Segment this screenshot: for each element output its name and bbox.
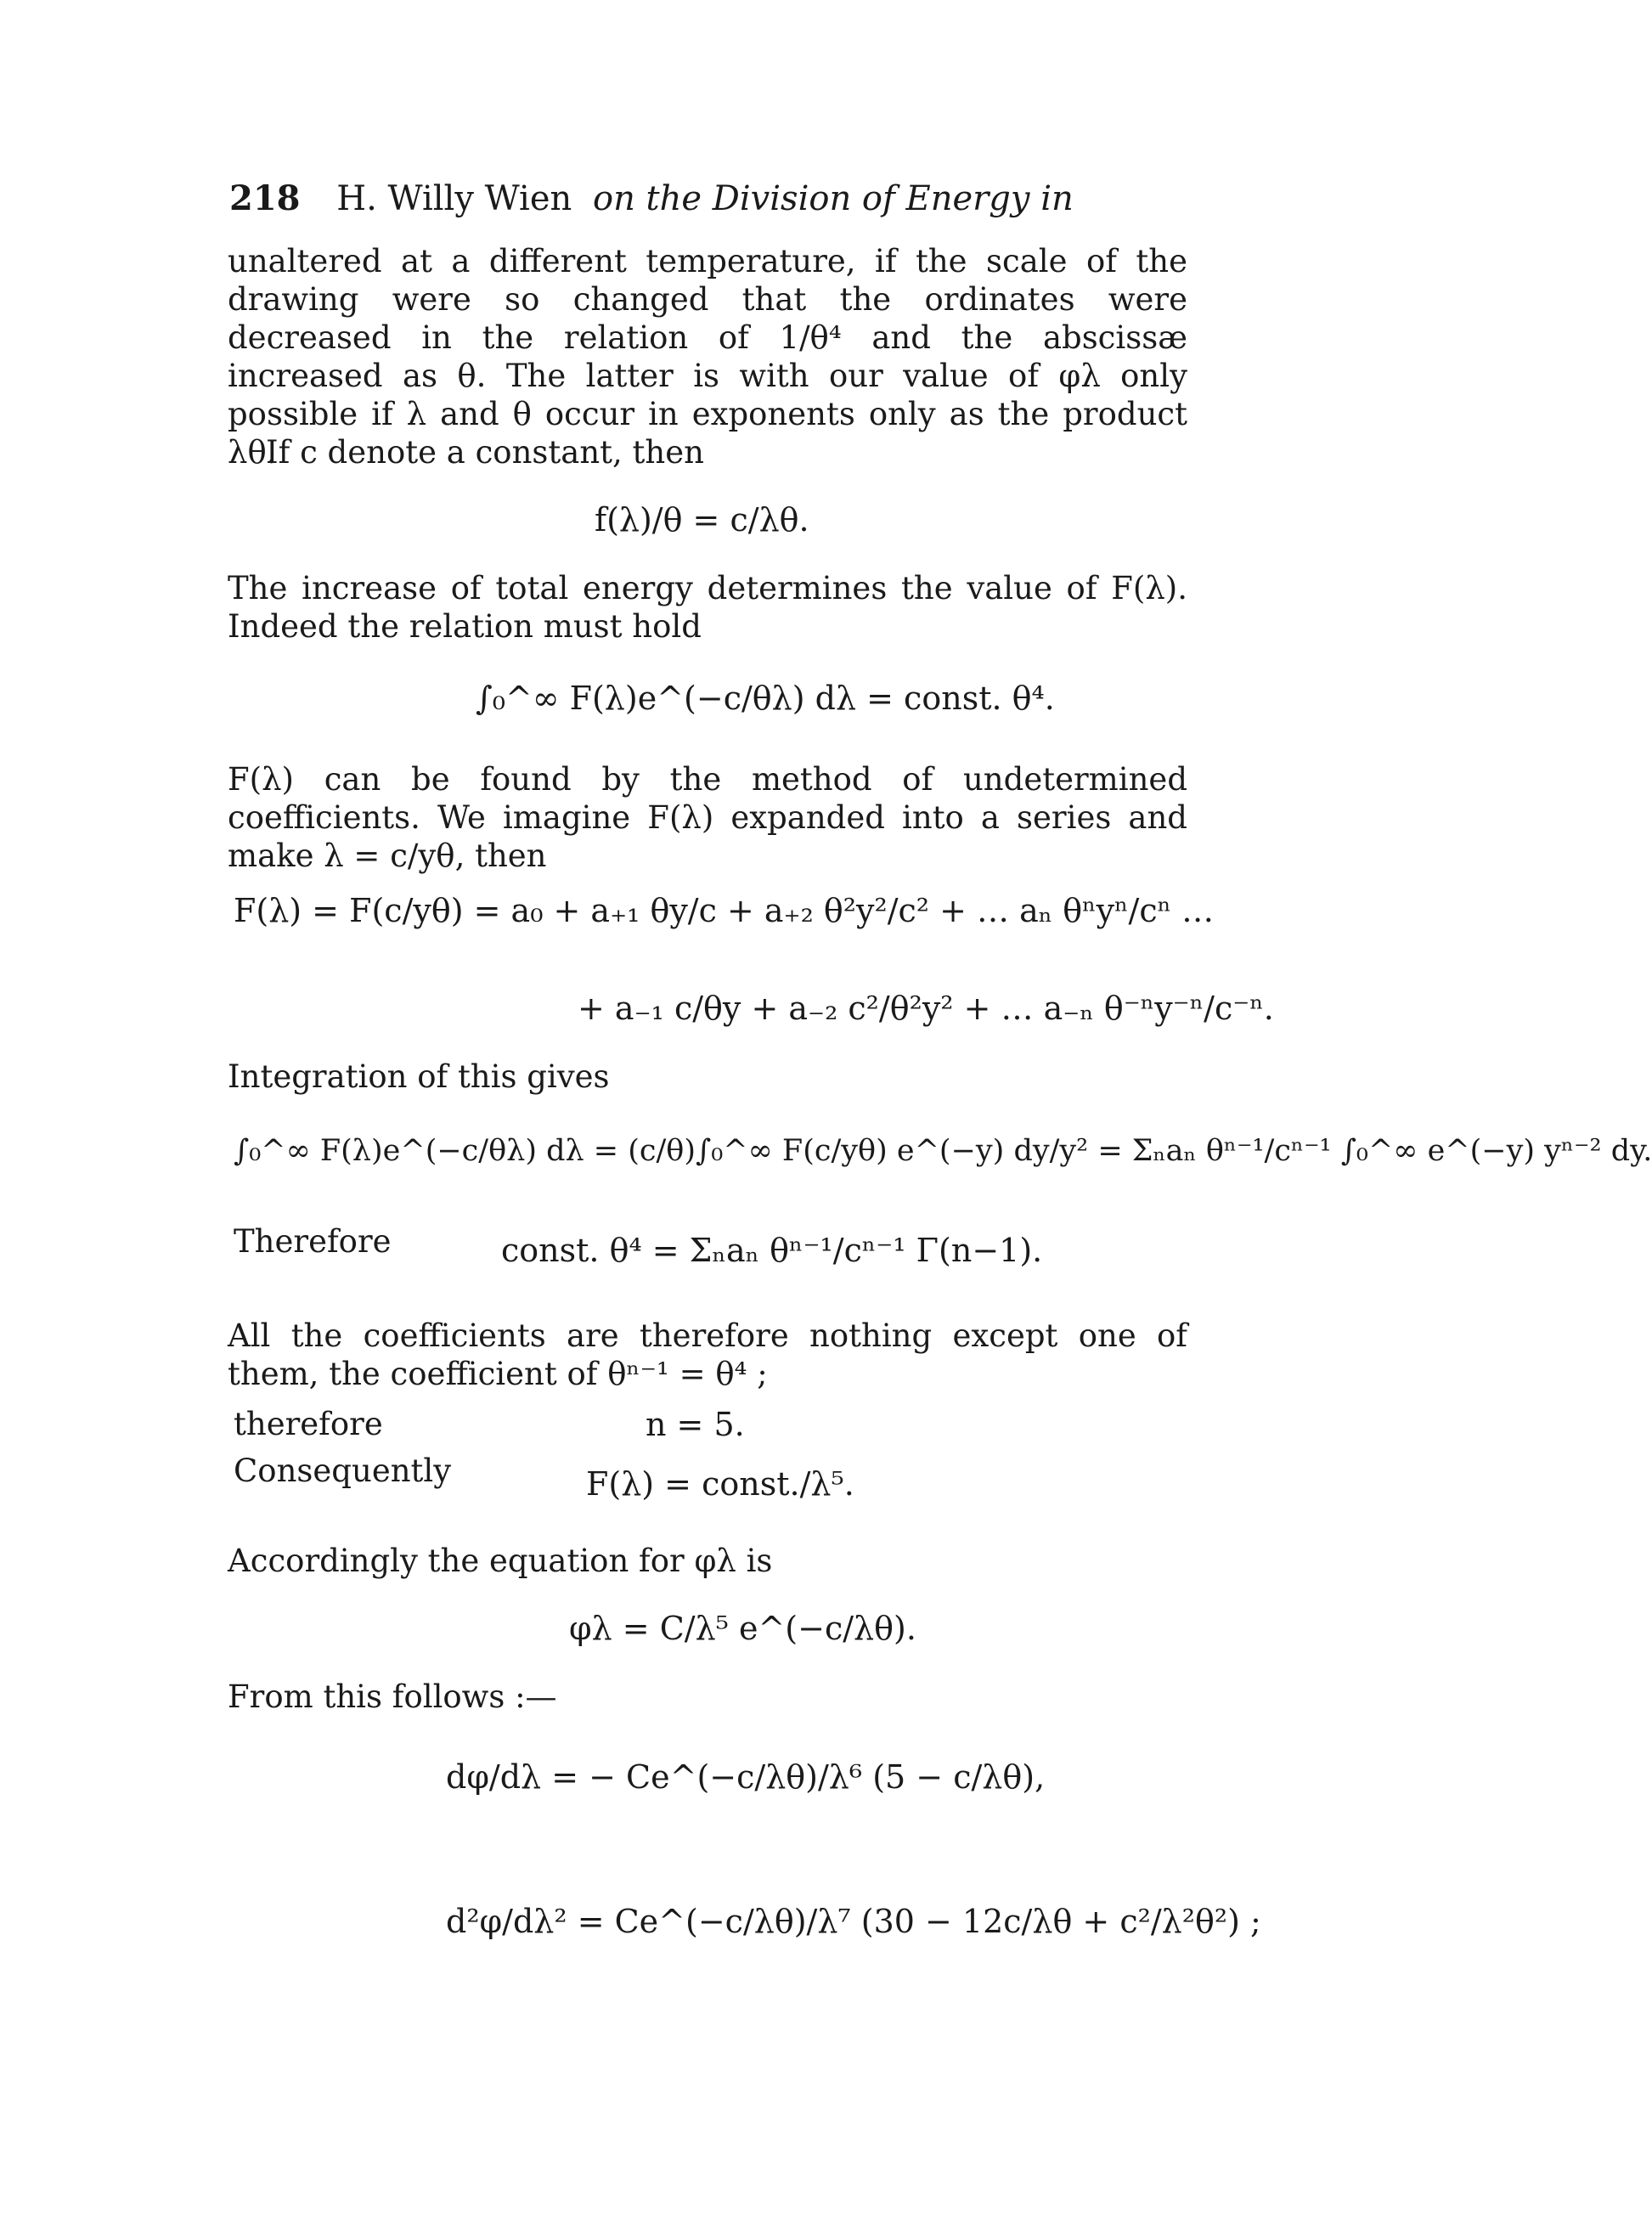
paragraph-1: unaltered at a different temperature, if the scale of the drawing were so changed that the ordinates were decreased in the relation of 1/θ⁴ and the abscissæ increased as θ. The latter is with our value of φλ only possible if λ and θ occur in exponents only as the product λθ. bbox=[228, 243, 1187, 471]
equation-7: F(λ) = const./λ⁵. bbox=[586, 1465, 854, 1503]
paragraph-5: Integration of this gives bbox=[228, 1058, 610, 1095]
equation-3a: F(λ) = F(c/yθ) = a₀ + a₊₁ θy/c + a₊₂ θ²y²/c² + … aₙ θⁿyⁿ/cⁿ … bbox=[234, 892, 1215, 929]
paragraph-2: If c denote a constant, then bbox=[266, 434, 704, 471]
label-consequently: Consequently bbox=[234, 1453, 452, 1489]
label-therefore-1: Therefore bbox=[234, 1223, 392, 1260]
paragraph-7: Accordingly the equation for φλ is bbox=[228, 1543, 773, 1579]
equation-4: ∫₀^∞ F(λ)e^(−c/θλ) dλ = (c/θ)∫₀^∞ F(c/yθ) e^(−y) dy/y² = Σₙaₙ θⁿ⁻¹/cⁿ⁻¹ ∫₀^∞ e^(−y) yⁿ⁻² dy. bbox=[234, 1134, 1652, 1168]
equation-5: const. θ⁴ = Σₙaₙ θⁿ⁻¹/cⁿ⁻¹ Γ(n−1). bbox=[501, 1232, 1043, 1269]
equation-9: dφ/dλ = − Ce^(−c/λθ)/λ⁶ (5 − c/λθ), bbox=[446, 1758, 1046, 1796]
paragraph-8: From this follows :— bbox=[228, 1678, 557, 1715]
label-therefore-2: therefore bbox=[234, 1406, 383, 1442]
header-author: H. Willy Wien bbox=[336, 179, 572, 218]
equation-8: φλ = C/λ⁵ e^(−c/λθ). bbox=[569, 1610, 916, 1647]
paragraph-6: All the coefficients are therefore nothing except one of them, the coefficient of θⁿ⁻¹ = θ⁴ ; bbox=[228, 1317, 1187, 1392]
paragraph-3: The increase of total energy determines the value of F(λ). Indeed the relation must hold bbox=[228, 570, 1187, 645]
equation-6: n = 5. bbox=[646, 1406, 745, 1443]
equation-3b: + a₋₁ c/θy + a₋₂ c²/θ²y² + … a₋ₙ θ⁻ⁿy⁻ⁿ/c⁻ⁿ. bbox=[578, 990, 1274, 1027]
equation-1: f(λ)/θ = c/λθ. bbox=[595, 501, 809, 539]
equation-2: ∫₀^∞ F(λ)e^(−c/θλ) dλ = const. θ⁴. bbox=[476, 680, 1055, 717]
paragraph-4: F(λ) can be found by the method of undetermined coefficients. We imagine F(λ) expanded into a series and make λ = c/yθ, then bbox=[228, 761, 1187, 874]
running-header bbox=[229, 178, 1074, 218]
header-title: on the Division of Energy in bbox=[593, 179, 1074, 218]
equation-10: d²φ/dλ² = Ce^(−c/λθ)/λ⁷ (30 − 12c/λθ + c²/λ²θ²) ; bbox=[446, 1903, 1261, 1940]
page-number: 218 bbox=[229, 178, 301, 218]
